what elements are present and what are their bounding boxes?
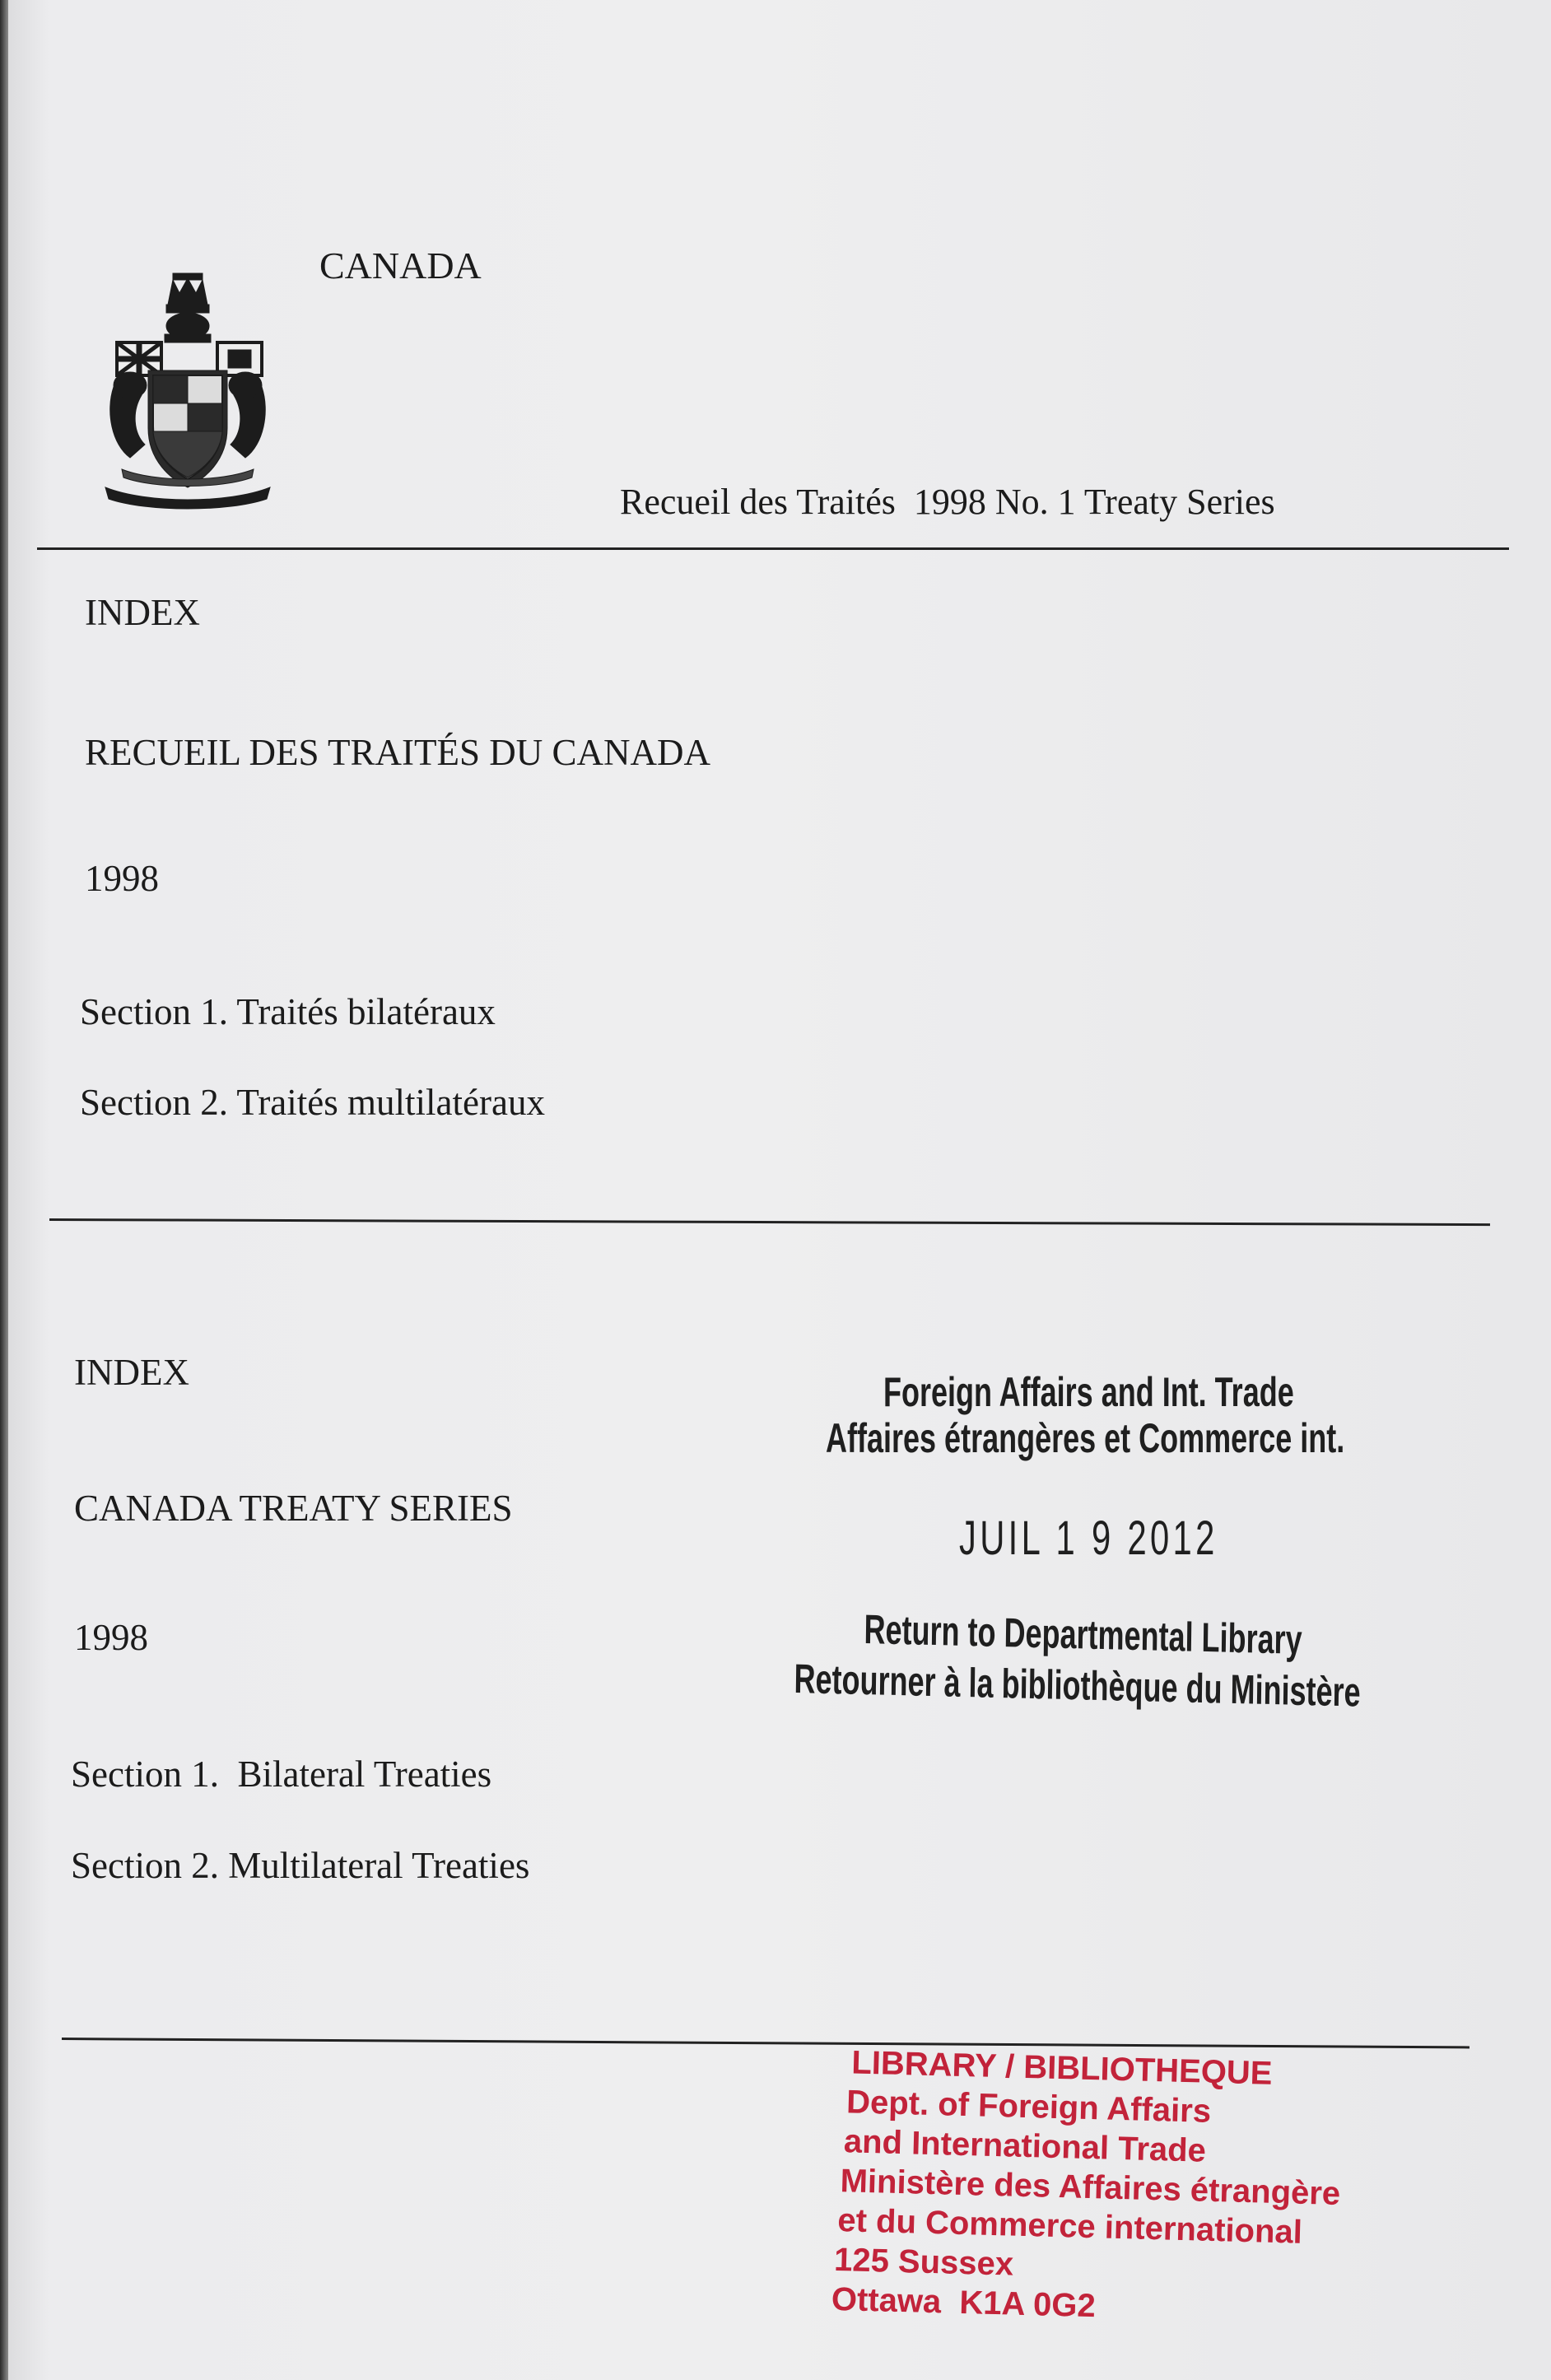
footer-divider xyxy=(62,2038,1469,2048)
french-year: 1998 xyxy=(85,858,159,899)
english-year: 1998 xyxy=(74,1617,148,1658)
stamp-date: JUIL 1 9 2012 xyxy=(959,1511,1218,1565)
country-title: CANADA xyxy=(319,245,482,286)
coat-of-arms-icon xyxy=(97,272,278,512)
english-section-1: Section 1. Bilateral Treaties xyxy=(71,1754,492,1795)
stamp-return-fr: Retourner à la bibliothèque du Ministère xyxy=(794,1655,1361,1716)
french-section-1: Section 1. Traités bilatéraux xyxy=(80,991,496,1032)
series-title: Recueil des Traités 1998 No. 1 Treaty Series xyxy=(620,482,1275,522)
stamp-ministry-fr: Affaires étrangères et Commerce int. xyxy=(826,1415,1345,1461)
red-stamp-line-5: et du Commerce international xyxy=(836,2202,1303,2251)
red-stamp-line-4: Ministère des Affaires étrangère xyxy=(840,2163,1341,2212)
english-index-label: INDEX xyxy=(74,1352,189,1393)
red-stamp-line-1: LIBRARY / BIBLIOTHEQUE xyxy=(850,2044,1274,2092)
english-collection-title: CANADA TREATY SERIES xyxy=(74,1488,513,1529)
french-collection-title: RECUEIL DES TRAITÉS DU CANADA xyxy=(85,732,710,773)
french-section-2: Section 2. Traités multilatéraux xyxy=(80,1082,545,1123)
french-index-label: INDEX xyxy=(85,592,200,633)
stamp-return-en: Return to Departmental Library xyxy=(864,1605,1302,1663)
red-stamp-line-3: and International Trade xyxy=(843,2123,1207,2169)
stamp-ministry-en: Foreign Affairs and Int. Trade xyxy=(883,1369,1294,1415)
red-stamp-line-7: Ottawa K1A 0G2 xyxy=(831,2280,1097,2325)
english-section-2: Section 2. Multilateral Treaties xyxy=(71,1845,530,1886)
book-spine-shadow xyxy=(0,0,8,2380)
header-divider xyxy=(37,547,1509,550)
red-stamp-line-6: 125 Sussex xyxy=(833,2241,1014,2283)
red-stamp-line-2: Dept. of Foreign Affairs xyxy=(845,2084,1212,2130)
middle-divider xyxy=(49,1218,1490,1226)
